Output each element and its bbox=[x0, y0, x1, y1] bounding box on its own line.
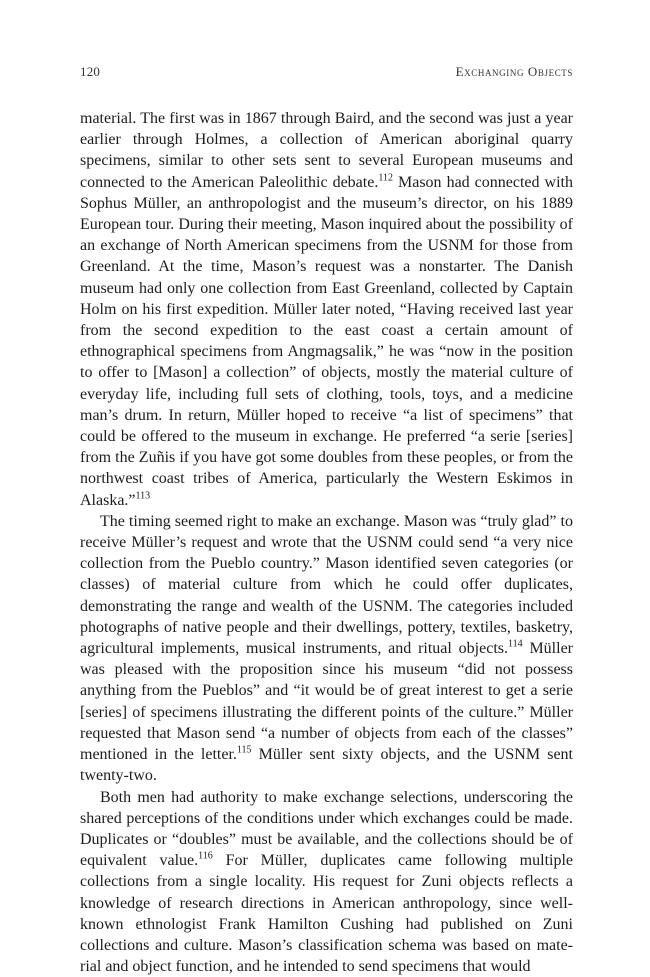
paragraph-text: Mason had connected with Sophus Müller, an anthropologist and the museum’s director, on his 1889 European tour. During their meeting, Mason inquired about the possibility of an exchange of North American specimens from the USNM for those from Greenland. At the time, Mason’s request was a nonstarter. The Danish museum had only one collection from East Greenland, collected by Captain Holm on his first expedition. Müller later noted, “Having received last year from the second expedition to the east coast a certain amount of ethnographical specimens from Angmagsalik,” he was “now in the position to offer to [Mason] a collection” of objects, mostly the material culture of everyday life, including full sets of clothing, tools, toys, and a medicine man’s drum. In return, Müller hoped to receive “a list of specimens” that could be offered to the museum in exchange. He preferred “a serie [series] from the Zuñis if you have got some doubles from these peoples, or from the northwest coast tribes of America, particularly the Western Eskimos in Alaska.” bbox=[80, 174, 573, 509]
page-number: 120 bbox=[80, 64, 100, 80]
footnote-ref-113: 113 bbox=[136, 490, 151, 501]
paragraph-text: Müller sent sixty objects, and the USNM sent twenty-two. bbox=[80, 746, 573, 784]
book-title: Exchanging Objects bbox=[456, 64, 573, 80]
footnote-ref-115: 115 bbox=[237, 745, 252, 756]
paragraph-text: material. The first was in 1867 through Baird, and the second was just a year earlier through Holmes, a collection of American aboriginal quarry specimens, similar to other sets sent to several European museums and connected to the American Paleolithic debate. bbox=[80, 110, 573, 191]
paragraph-1 bbox=[80, 108, 573, 511]
paragraph-2 bbox=[80, 511, 573, 787]
paragraph-text: Both men had authority to make exchange selections, underscoring the shared perceptions of the conditions under which exchanges could be made. Duplicates or “doubles” must be available, and the collections should be of equivalent value. bbox=[80, 789, 573, 870]
paragraph-3 bbox=[80, 787, 573, 977]
footnote-ref-114: 114 bbox=[508, 639, 523, 650]
paragraph-text: The timing seemed right to make an exchange. Mason was “truly glad” to receive Müller’s request and wrote that the USNM could send “a very nice collection from the Pueblo country.” Mason identified seven categories (or classes) of material culture from which he could offer duplicates, demonstrating the range and wealth of the USNM. The categories included photographs of native people and their dwellings, pottery, textiles, basketry, agricultural implements, musical instruments, and ritual objects. bbox=[80, 513, 573, 657]
running-head bbox=[80, 64, 573, 84]
paragraph-text: Müller was pleased with the proposition since his museum “did not possess anything from the Pueblos” and “it would be of great interest to get a serie [series] of specimens illustrating the different points of the culture.” Müller requested that Mason send “a number of objects from each of the classes” mentioned in the letter. bbox=[80, 640, 573, 763]
body-text bbox=[80, 108, 573, 977]
paragraph-text: For Müller, duplicates came following multiple collections from a single locality. His request for Zuni objects reflects a knowledge of research directions in American anthropology, since well-known ethnologist Frank Hamilton Cushing had published on Zuni collections and culture. Mason’s classification schema was based on material and object function, and he intended to send specimens that would bbox=[80, 852, 573, 975]
footnote-ref-112: 112 bbox=[378, 172, 393, 183]
footnote-ref-116: 116 bbox=[198, 851, 213, 862]
